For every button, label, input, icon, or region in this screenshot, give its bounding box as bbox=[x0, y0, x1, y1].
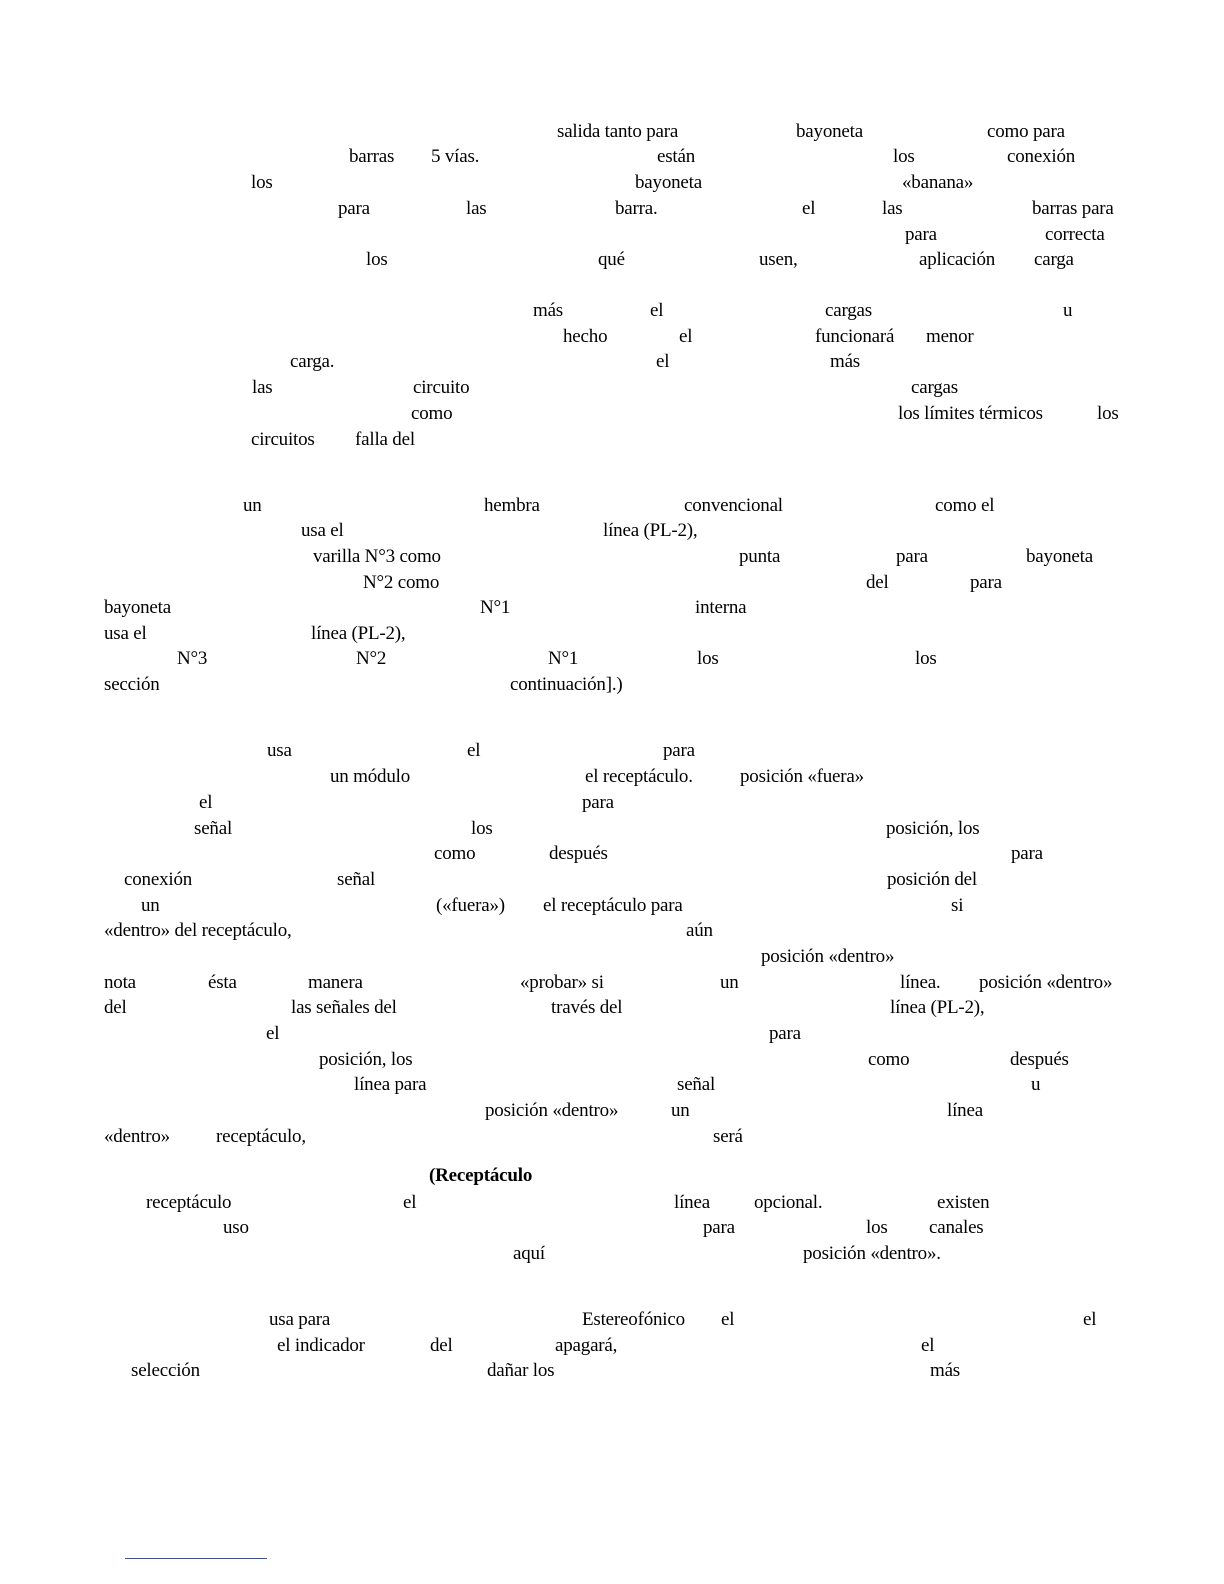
text-fragment: más bbox=[930, 1360, 961, 1381]
text-fragment: línea para bbox=[354, 1074, 427, 1095]
text-fragment: u bbox=[1031, 1074, 1041, 1095]
text-fragment: el bbox=[802, 198, 816, 219]
text-fragment: si bbox=[951, 895, 964, 916]
text-fragment: las bbox=[252, 377, 273, 398]
text-fragment: opcional. bbox=[754, 1192, 823, 1213]
text-fragment: posición, los bbox=[886, 818, 980, 839]
text-fragment: las bbox=[882, 198, 903, 219]
text-fragment: como bbox=[868, 1049, 910, 1070]
text-fragment: usen, bbox=[759, 249, 798, 270]
text-fragment: como para bbox=[987, 121, 1065, 142]
text-fragment: u bbox=[1063, 300, 1073, 321]
text-fragment: están bbox=[657, 146, 696, 167]
text-fragment: un módulo bbox=[330, 766, 411, 787]
text-fragment: punta bbox=[739, 546, 781, 567]
text-fragment: salida tanto para bbox=[557, 121, 679, 142]
text-fragment: para bbox=[663, 740, 695, 761]
text-fragment: «probar» si bbox=[520, 972, 604, 993]
footnote-separator bbox=[125, 1558, 267, 1559]
text-fragment: línea bbox=[947, 1100, 983, 1121]
text-fragment: un bbox=[671, 1100, 690, 1121]
text-fragment: para bbox=[769, 1023, 801, 1044]
text-fragment: cargas bbox=[911, 377, 958, 398]
text-fragment: un bbox=[141, 895, 160, 916]
text-fragment: hembra bbox=[484, 495, 540, 516]
text-fragment: nota bbox=[104, 972, 136, 993]
text-fragment: el bbox=[650, 300, 664, 321]
text-fragment: señal bbox=[337, 869, 376, 890]
text-fragment: bayoneta bbox=[796, 121, 863, 142]
text-fragment: N°1 bbox=[480, 597, 511, 618]
text-fragment: varilla N°3 como bbox=[313, 546, 441, 567]
text-fragment: conexión bbox=[1007, 146, 1076, 167]
text-fragment: los bbox=[366, 249, 388, 270]
text-fragment: posición del bbox=[887, 869, 977, 890]
text-fragment: línea (PL-2), bbox=[890, 997, 985, 1018]
text-fragment: después bbox=[1010, 1049, 1069, 1070]
text-fragment: «banana» bbox=[902, 172, 974, 193]
text-fragment: el bbox=[266, 1023, 280, 1044]
text-fragment: N°3 bbox=[177, 648, 208, 669]
text-fragment: línea (PL-2), bbox=[311, 623, 406, 644]
text-fragment: posición «fuera» bbox=[740, 766, 864, 787]
text-fragment: los bbox=[697, 648, 719, 669]
text-fragment: N°1 bbox=[548, 648, 579, 669]
text-fragment: más bbox=[830, 351, 861, 372]
text-fragment: el bbox=[656, 351, 670, 372]
text-fragment: continuación].) bbox=[510, 674, 623, 695]
text-fragment: los bbox=[866, 1217, 888, 1238]
text-fragment: los bbox=[1097, 403, 1119, 424]
text-fragment: cargas bbox=[825, 300, 872, 321]
text-fragment: aún bbox=[686, 920, 713, 941]
text-fragment: línea bbox=[674, 1192, 710, 1213]
text-fragment: los límites térmicos bbox=[898, 403, 1043, 424]
text-fragment: del bbox=[104, 997, 127, 1018]
text-fragment: bayoneta bbox=[635, 172, 702, 193]
text-fragment: carga bbox=[1034, 249, 1074, 270]
text-fragment: para bbox=[582, 792, 614, 813]
text-fragment: menor bbox=[926, 326, 974, 347]
text-fragment: para bbox=[905, 224, 937, 245]
text-fragment: el receptáculo para bbox=[543, 895, 683, 916]
text-fragment: los bbox=[915, 648, 937, 669]
text-fragment: qué bbox=[598, 249, 625, 270]
text-fragment: («fuera») bbox=[436, 895, 505, 916]
text-fragment: las bbox=[466, 198, 487, 219]
text-fragment: ésta bbox=[208, 972, 237, 993]
text-fragment: posición, los bbox=[319, 1049, 413, 1070]
text-fragment: existen bbox=[937, 1192, 990, 1213]
text-fragment: «dentro» del receptáculo, bbox=[104, 920, 292, 941]
text-fragment: línea. bbox=[900, 972, 941, 993]
text-fragment: apagará, bbox=[555, 1335, 618, 1356]
text-fragment: posición «dentro» bbox=[485, 1100, 619, 1121]
text-fragment: conexión bbox=[124, 869, 193, 890]
text-fragment: Estereofónico bbox=[582, 1309, 685, 1330]
text-fragment: del bbox=[866, 572, 889, 593]
text-fragment: el bbox=[199, 792, 213, 813]
text-fragment: interna bbox=[695, 597, 747, 618]
text-fragment: señal bbox=[677, 1074, 716, 1095]
text-fragment: para bbox=[970, 572, 1002, 593]
text-fragment: el bbox=[1083, 1309, 1097, 1330]
text-fragment: selección bbox=[131, 1360, 200, 1381]
text-fragment: los bbox=[893, 146, 915, 167]
text-fragment: el bbox=[679, 326, 693, 347]
text-fragment: N°2 como bbox=[363, 572, 440, 593]
text-fragment: usa para bbox=[269, 1309, 331, 1330]
text-fragment: el bbox=[403, 1192, 417, 1213]
text-fragment: receptáculo, bbox=[216, 1126, 306, 1147]
text-fragment: los bbox=[251, 172, 273, 193]
text-fragment: convencional bbox=[684, 495, 783, 516]
text-fragment: falla del bbox=[355, 429, 415, 450]
text-fragment: (Receptáculo bbox=[429, 1165, 533, 1186]
text-fragment: «dentro» bbox=[104, 1126, 170, 1147]
text-fragment: más bbox=[533, 300, 564, 321]
text-fragment: correcta bbox=[1045, 224, 1105, 245]
text-fragment: el bbox=[921, 1335, 935, 1356]
text-fragment: barras bbox=[349, 146, 395, 167]
text-fragment: el indicador bbox=[277, 1335, 365, 1356]
text-fragment: será bbox=[713, 1126, 743, 1147]
text-fragment: señal bbox=[194, 818, 233, 839]
text-fragment: usa el bbox=[301, 520, 344, 541]
text-fragment: para bbox=[703, 1217, 735, 1238]
text-fragment: manera bbox=[308, 972, 363, 993]
text-fragment: circuito bbox=[413, 377, 470, 398]
text-fragment: aplicación bbox=[919, 249, 996, 270]
text-fragment: usa el bbox=[104, 623, 147, 644]
text-fragment: hecho bbox=[563, 326, 608, 347]
text-fragment: el bbox=[467, 740, 481, 761]
text-fragment: carga. bbox=[290, 351, 335, 372]
text-fragment: del bbox=[430, 1335, 453, 1356]
text-fragment: posición «dentro». bbox=[803, 1243, 941, 1264]
text-fragment: receptáculo bbox=[146, 1192, 232, 1213]
text-fragment: posición «dentro» bbox=[979, 972, 1113, 993]
text-fragment: circuitos bbox=[251, 429, 315, 450]
text-fragment: 5 vías. bbox=[431, 146, 480, 167]
text-fragment: las señales del bbox=[291, 997, 397, 1018]
text-fragment: barras para bbox=[1032, 198, 1114, 219]
text-fragment: sección bbox=[104, 674, 160, 695]
text-fragment: un bbox=[720, 972, 739, 993]
text-fragment: un bbox=[243, 495, 262, 516]
text-fragment: N°2 bbox=[356, 648, 387, 669]
text-fragment: para bbox=[896, 546, 928, 567]
text-fragment: bayoneta bbox=[104, 597, 171, 618]
text-fragment: como bbox=[434, 843, 476, 864]
text-fragment: para bbox=[338, 198, 370, 219]
text-fragment: como bbox=[411, 403, 453, 424]
text-fragment: el bbox=[721, 1309, 735, 1330]
text-fragment: uso bbox=[223, 1217, 249, 1238]
text-fragment: línea (PL-2), bbox=[603, 520, 698, 541]
text-fragment: posición «dentro» bbox=[761, 946, 895, 967]
text-fragment: después bbox=[549, 843, 608, 864]
text-fragment: canales bbox=[929, 1217, 984, 1238]
text-fragment: bayoneta bbox=[1026, 546, 1093, 567]
text-fragment: como el bbox=[935, 495, 995, 516]
text-fragment: aquí bbox=[513, 1243, 545, 1264]
text-fragment: para bbox=[1011, 843, 1043, 864]
text-fragment: través del bbox=[551, 997, 623, 1018]
text-fragment: barra. bbox=[615, 198, 658, 219]
text-fragment: los bbox=[471, 818, 493, 839]
text-fragment: dañar los bbox=[487, 1360, 555, 1381]
text-fragment: funcionará bbox=[815, 326, 895, 347]
text-fragment: usa bbox=[267, 740, 292, 761]
text-fragment: el receptáculo. bbox=[585, 766, 693, 787]
